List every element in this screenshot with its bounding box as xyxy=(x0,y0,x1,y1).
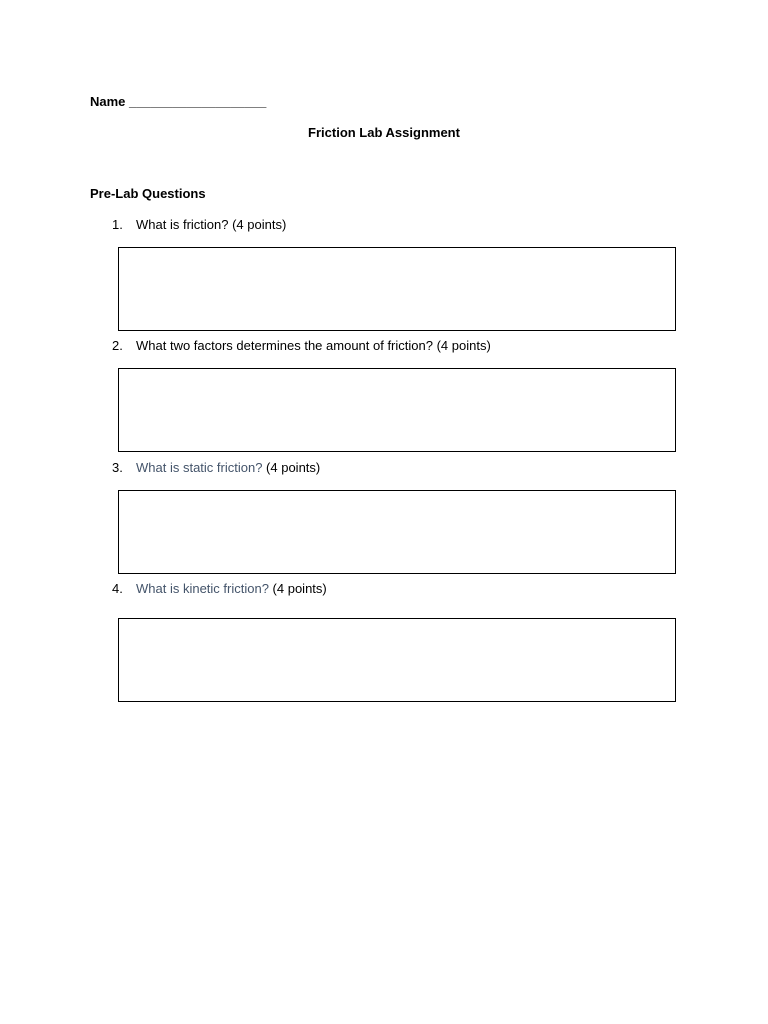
question-prompt: What is friction? (4 points) xyxy=(136,217,287,232)
question-4 xyxy=(112,581,327,596)
answer-box-2[interactable] xyxy=(118,368,676,452)
question-points: (4 points) xyxy=(262,460,321,475)
question-prompt: What is kinetic friction? xyxy=(136,581,269,596)
question-number: 4. xyxy=(112,581,123,596)
name-field-label: Name ___________________ xyxy=(90,94,267,109)
question-1 xyxy=(112,217,286,232)
question-number: 1. xyxy=(112,217,123,232)
section-heading: Pre-Lab Questions xyxy=(90,186,206,201)
answer-box-1[interactable] xyxy=(118,247,676,331)
question-2 xyxy=(112,338,491,353)
question-3 xyxy=(112,460,320,475)
answer-box-3[interactable] xyxy=(118,490,676,574)
document-title: Friction Lab Assignment xyxy=(308,125,460,140)
question-prompt: What two factors determines the amount of friction? (4 points) xyxy=(136,338,491,353)
question-points: (4 points) xyxy=(268,581,327,596)
question-number: 2. xyxy=(112,338,123,353)
question-number: 3. xyxy=(112,460,123,475)
answer-box-4[interactable] xyxy=(118,618,676,702)
question-prompt: What is static friction? xyxy=(136,460,263,475)
